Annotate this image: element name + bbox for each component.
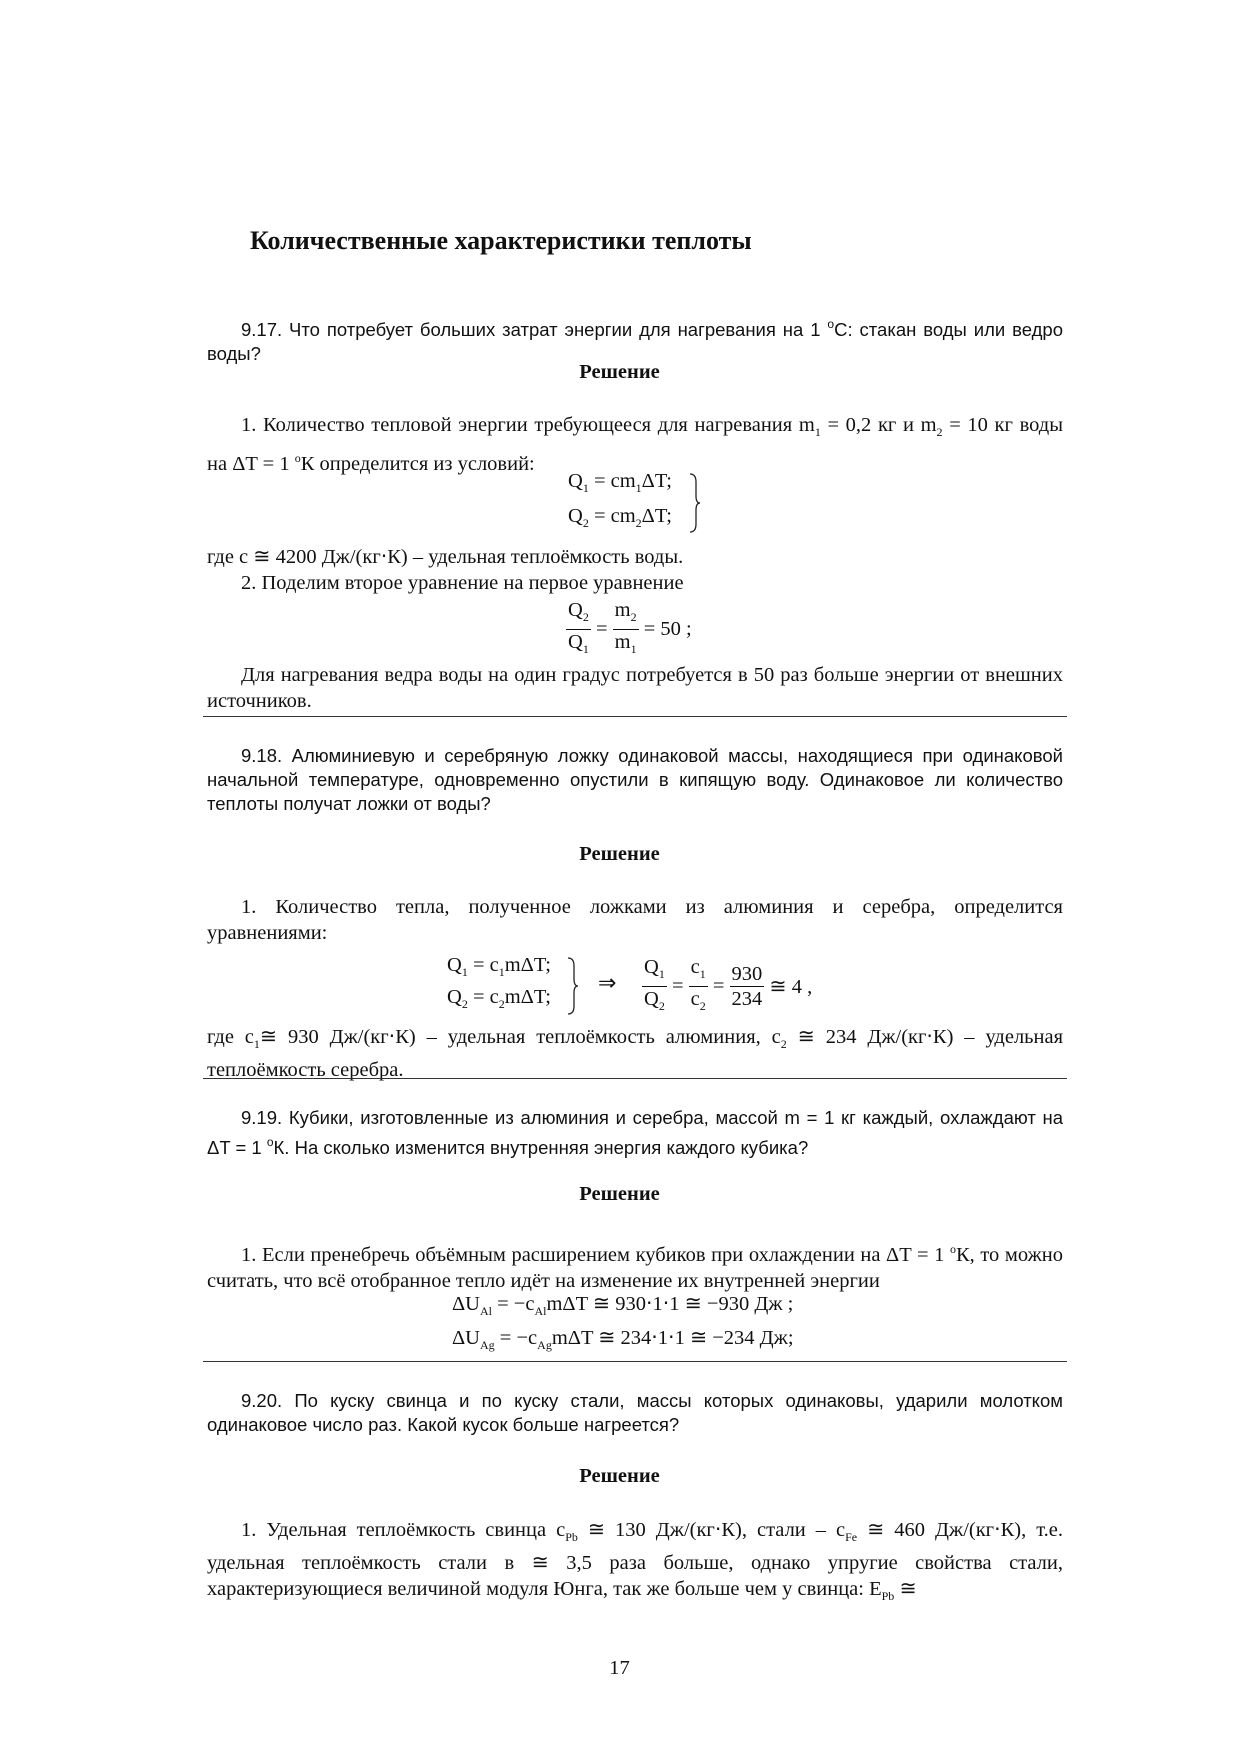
fraction-c1-c2: $\frac{c_1}{c_2}$ (690, 956, 706, 1013)
symbol: ΔU (452, 1327, 480, 1349)
problem-text-end: С: стакан воды или ведро воды? (207, 319, 1063, 364)
subscript: 1 (699, 967, 706, 981)
text: ≅ 130 Дж/(кг⋅К), стали – c (577, 1519, 846, 1541)
text: = 0,2 кг и m (820, 414, 937, 436)
symbol: Q (447, 986, 462, 1008)
solution-heading-9-17: Решение (579, 361, 660, 383)
right-brace-icon (566, 956, 580, 1016)
symbol: = −c (494, 1327, 538, 1349)
symbol: mΔT; (504, 986, 551, 1008)
solution-9-17-step1 (207, 412, 1063, 477)
symbol: Q (568, 470, 583, 492)
denominator: 234 (731, 988, 763, 1010)
symbol: = c (472, 986, 499, 1008)
fraction-q1-q2 (642, 955, 667, 1018)
right-brace-icon (688, 472, 702, 534)
fraction-m2-m1: $\frac{m_2}{m_1}$ (614, 599, 637, 656)
text: К определится из условий: (300, 453, 535, 475)
where-c-water: где c ≅ 4200 Дж/(кг⋅К) – удельная теплоёмкость воды. (207, 546, 684, 568)
subscript: Pb (881, 1589, 895, 1603)
formula-ratio-q2-q1: $\frac{Q_2}{Q_1}$ = $\frac{m_2}{m_1}$ = 50 ; (566, 598, 692, 661)
subscript: 1 (253, 1037, 260, 1051)
degree-mark: о (827, 317, 835, 331)
page-number: 17 (609, 1657, 630, 1679)
symbol: mΔT ≅ 234⋅1⋅1 ≅ −234 Дж; (551, 1327, 794, 1349)
solution-9-20-step1 (207, 1517, 1063, 1609)
subscript: Ag (480, 1338, 495, 1352)
symbol: = cm (588, 505, 636, 527)
symbol: mΔT ≅ 930⋅1⋅1 ≅ −930 Дж ; (546, 1293, 794, 1315)
subscript: Al (480, 1304, 492, 1318)
problem-9-17 (207, 312, 1063, 366)
subscript: 1 (630, 642, 637, 656)
text: 9.19. Кубики, изготовленные из алюминия и серебра, массой m = 1 кг каждый, охлаждают на ΔT = 1 (207, 1107, 1063, 1158)
subscript: 1 (635, 481, 642, 495)
symbol: Q (447, 954, 462, 976)
degree-mark: o (266, 1135, 274, 1149)
conclusion-9-17: Для нагревания ведра воды на один градус потребуется в 50 раз больше энергии от внешних источников. (207, 664, 1063, 712)
symbol: Q (568, 631, 583, 653)
symbol: Q (644, 988, 659, 1010)
text: 1. Если пренебречь объёмным расширением кубиков при охлаждении на ΔT = 1 (241, 1244, 950, 1266)
text: 1. Удельная теплоёмкость свинца c (241, 1519, 566, 1541)
divider (203, 716, 1067, 717)
subscript: 2 (498, 997, 505, 1011)
ratio-result: ≅ 4 , (769, 976, 813, 998)
text: ≅ 930 Дж/(кг⋅К) – удельная теплоёмкость алюминия, c (259, 1026, 781, 1048)
formula-q2 (568, 505, 672, 531)
formula-q2-c2 (447, 986, 551, 1012)
subscript: 1 (582, 642, 589, 656)
solution-9-17-step2: 2. Поделим второе уравнение на первое уравнение (241, 572, 684, 594)
subscript: Pb (565, 1530, 578, 1544)
symbol: Q (568, 599, 583, 621)
subscript: Fe (845, 1530, 858, 1544)
symbol: mΔT; (504, 954, 551, 976)
text: К, то можно считать, что всё отобранное тепло идёт на изменение их внутренней энергии (207, 1244, 1063, 1292)
text: где c (207, 1026, 254, 1048)
formula-ratio-c1-c2: $\frac{Q_1}{Q_2}$ = $\frac{c_1}{c_2}$ = $\frac{930}{234}$ ≅ 4 , (642, 955, 812, 1018)
subscript: 2 (658, 999, 665, 1013)
subscript: 2 (582, 516, 589, 530)
subscript: Ag (537, 1338, 552, 1352)
subscript: 2 (630, 610, 637, 624)
divider (203, 1078, 1067, 1079)
problem-9-18: 9.18. Алюминиевую и серебряную ложку одинаковой массы, находящиеся при одинаковой начальной температуре, одновременно опустили в кипящую воду. Одинаковое ли количество теплоты получат ложки от воды? (207, 745, 1063, 814)
page-title: Количественные характеристики теплоты (250, 226, 752, 255)
subscript: 2 (699, 999, 706, 1013)
symbol: Q (644, 956, 659, 978)
text: ≅ 234 Дж/(кг⋅К) – удельная теплоёмкость серебра. (207, 1026, 1064, 1081)
symbol: = −c (492, 1293, 535, 1315)
solution-heading-9-20: Решение (579, 1465, 660, 1487)
text: ≅ 460 Дж/(кг⋅К), т.е. удельная теплоёмкость стали в ≅ 3,5 раза больше, однако упругие свойства стали, характеризующиеся величиной модуля Юнга, так же больше чем у свинца: E (207, 1519, 1063, 1600)
subscript: 1 (461, 965, 468, 979)
symbol: = cm (588, 470, 636, 492)
subscript: 2 (936, 425, 943, 439)
solution-9-19-step1 (207, 1236, 1063, 1294)
solution-heading-9-19: Решение (579, 1183, 660, 1205)
divider (203, 1361, 1067, 1362)
problem-9-19 (207, 1106, 1063, 1160)
subscript: Al (534, 1304, 547, 1318)
formula-q1-c1 (447, 954, 551, 980)
subscript: 1 (658, 967, 665, 981)
subscript: 2 (582, 610, 589, 624)
subscript: 1 (498, 965, 505, 979)
problem-9-20: 9.20. По куску свинца и по куску стали, массы которых одинаковы, ударили молотком одинаковое число раз. Какой кусок больше нагреется? (207, 1390, 1063, 1435)
text: К. На сколько изменится внутренняя энергия каждого кубика? (273, 1137, 809, 1158)
text: 1. Количество тепловой энергии требующееся для нагревания m (241, 414, 815, 436)
implies-arrow: ⇒ (598, 970, 617, 995)
ratio-result: = 50 ; (643, 618, 692, 640)
subscript: 2 (461, 997, 468, 1011)
subscript: 1 (582, 481, 589, 495)
degree-mark: o (294, 451, 301, 465)
text: ≅ (894, 1578, 917, 1600)
subscript: 2 (780, 1037, 787, 1051)
symbol: ΔT; (641, 470, 672, 492)
text: = 10 кг воды на ΔT = 1 (207, 414, 1063, 475)
fraction-q2-q1 (566, 598, 591, 661)
problem-text: 9.17. Что потребует больших затрат энергии для нагревания на 1 (241, 319, 828, 340)
symbol: ΔT; (641, 505, 672, 527)
formula-delta-u-ag (452, 1325, 794, 1353)
fraction-930-234 (730, 962, 765, 1011)
subscript: 2 (635, 516, 642, 530)
symbol: ΔU (452, 1293, 480, 1315)
where-c1-c2 (207, 1024, 1063, 1083)
numerator: 930 (731, 963, 763, 985)
solution-heading-9-18: Решение (579, 843, 660, 865)
solution-9-18-step1: 1. Количество тепла, полученное ложками из алюминия и серебра, определится уравнениями: (207, 896, 1063, 944)
subscript: 1 (814, 425, 821, 439)
symbol: = c (472, 954, 499, 976)
formula-q1 (568, 470, 672, 496)
formula-delta-u-al (452, 1291, 793, 1319)
degree-mark: o (949, 1242, 956, 1256)
symbol: Q (568, 505, 583, 527)
